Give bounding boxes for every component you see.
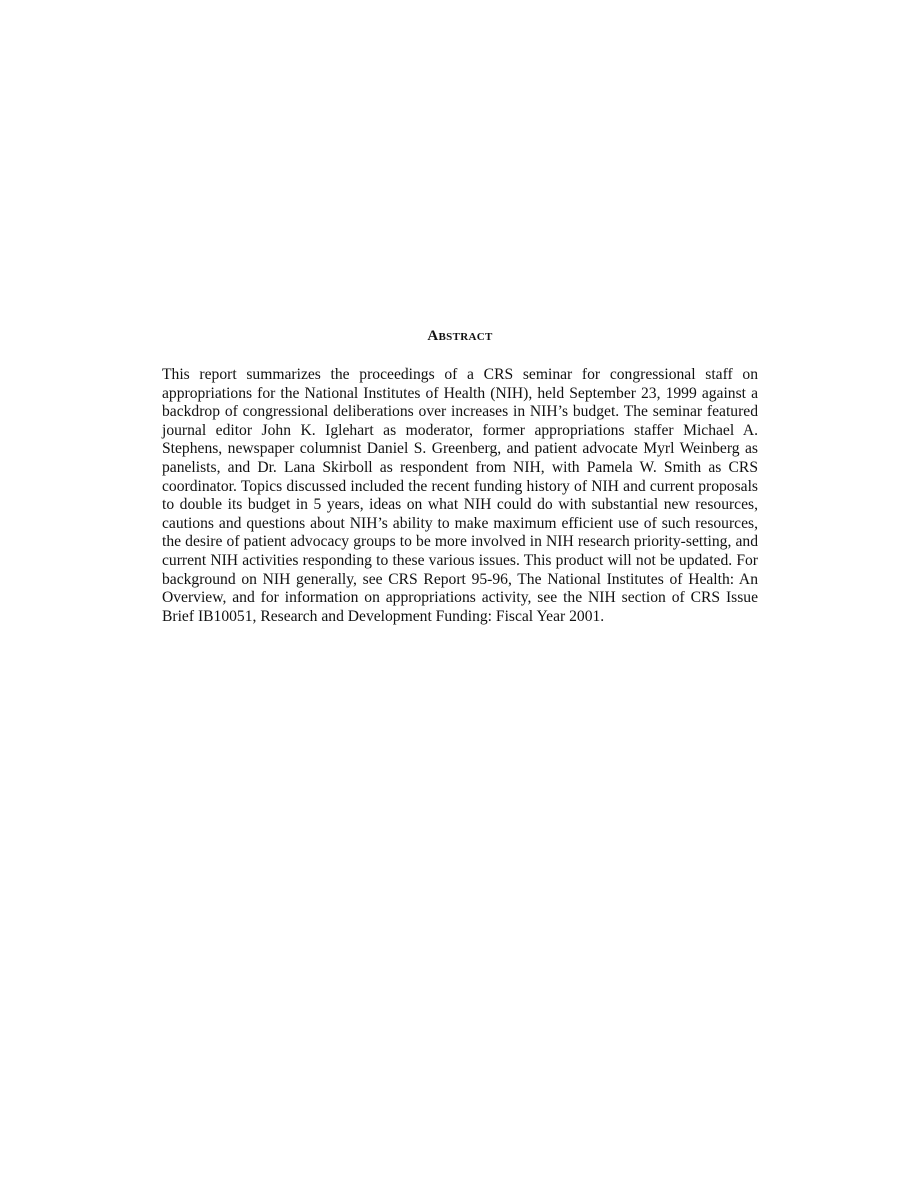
abstract-heading: Abstract	[427, 328, 493, 344]
abstract-paragraph: This report summarizes the proceedings of a CRS seminar for congressional staff on appropriations for the National Institutes of Health (NIH), held September 23, 1999 against a backdrop of congressional deliberations over increases in NIH’s budget. The seminar featured journal editor John K. Iglehart as moderator, former appropriations staffer Michael A. Stephens, newspaper columnist Daniel S. Greenberg, and patient advocate Myrl Weinberg as panelists, and Dr. Lana Skirboll as respondent from NIH, with Pamela W. Smith as CRS coordinator. Topics discussed included the recent funding history of NIH and current proposals to double its budget in 5 years, ideas on what NIH could do with substantial new resources, cautions and questions about NIH’s ability to make maximum efficient use of such resources, the desire of patient advocacy groups to be more involved in NIH research priority-setting, and current NIH activities responding to these various issues. This product will not be updated. For background on NIH generally, see CRS Report 95-96, The National Institutes of Health: An Overview, and for information on appropriations activity, see the NIH section of CRS Issue Brief IB10051, Research and Development Funding: Fiscal Year 2001.	[162, 366, 758, 625]
